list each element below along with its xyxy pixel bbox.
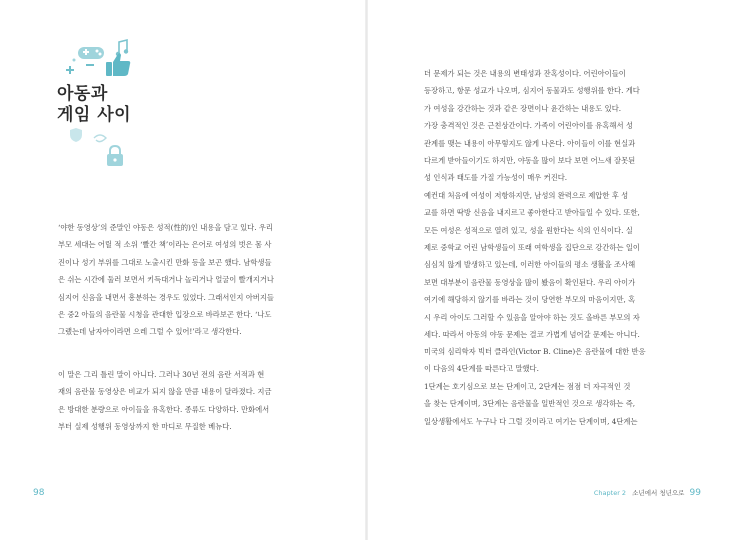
text-line: 예컨대 처음에 여성이 저항하지만, 남성의 완력으로 제압한 후 성 — [424, 190, 629, 200]
left-page — [0, 0, 366, 540]
right-page — [367, 0, 733, 540]
gamepad-icon — [78, 47, 104, 59]
text-line: 모든 여성은 성적으로 열려 있고, 성을 원한다는 식의 인식이다. 실 — [424, 225, 633, 235]
text-line: 시 우리 아이도 그러할 수 있음을 알아야 하는 것도 올바른 부모의 자 — [424, 312, 640, 322]
running-head-chapter: Chapter 2 — [593, 489, 627, 497]
running-head-title: 소년에서 청년으로 — [632, 489, 685, 497]
text-line: 가장 충격적인 것은 근친상간이다. 가족이 어린아이를 유혹해서 성 — [424, 121, 633, 131]
text-line: 다르게 받아들이기도 하지만, 야동을 많이 보다 보면 어느새 잘못된 — [424, 156, 636, 166]
text-line: 관계를 맺는 내용이 아무렇지도 않게 나온다. 아이들이 이를 현실과 — [424, 138, 636, 148]
music-note-icon — [116, 40, 128, 56]
body-paragraph — [58, 366, 310, 436]
padlock-icon — [107, 146, 123, 166]
chapter-title — [57, 84, 177, 126]
text-line: 심지어 신음을 내면서 흥분하는 경우도 있었다. 그래서인지 아버지들 — [58, 292, 274, 302]
text-line: 제로 중학교 어린 남학생들이 또래 여학생을 집단으로 강간하는 일이 — [424, 243, 640, 253]
text-line: 은 방대한 분량으로 아이들을 유혹한다. 종류도 다양하다. 만화에서 — [58, 404, 270, 414]
minus-icon — [86, 64, 94, 66]
text-line: 가 여성을 강간하는 것과 같은 장면이나 윤간하는 내용도 있다. — [424, 103, 622, 113]
text-line: 등장하고, 항문 성교가 나오며, 심지어 동물과도 성행위를 한다. 게다 — [424, 86, 640, 96]
text-line: 을 찾는 단계이며, 3단계는 음란물을 일반적인 것으로 생각하는 즉, — [424, 399, 636, 409]
chapter-title-line: 게임 사이 — [57, 105, 132, 125]
text-line: 부모 세대는 어릴 적 소위 ‘빨간 책’이라는 은어로 여성의 벗은 몸 사 — [58, 240, 272, 250]
text-line: 성 인식과 태도를 가질 가능성이 매우 커진다. — [424, 173, 568, 183]
thumbs-up-icon — [106, 53, 130, 76]
text-line: 진이나 성기 부위를 그대로 노출시킨 만화 등을 보곤 했다. 남학생들 — [58, 257, 272, 267]
sparkle-icon — [73, 59, 76, 62]
shield-icon — [70, 128, 82, 142]
text-line: 미국의 심리학자 빅터 클라인(Victor B. Cline)은 음란물에 대한 반응 — [424, 347, 646, 356]
text-line: 은 쉬는 시간에 둘러 보면서 키득대거나 놀리거나 얼굴이 빨개지거나 — [58, 275, 274, 285]
text-line: 부터 실제 성행위 동영상까지 한 마디로 무질한 베뉴다. — [58, 422, 232, 432]
text-line: ‘야한 동영상’의 준말인 야동은 성적(性的)인 내용을 담고 있다. 우리 — [58, 223, 273, 232]
swirl-icon — [94, 135, 106, 142]
text-line: 더 문제가 되는 것은 내용의 변태성과 잔혹성이다. 어린아이들이 — [424, 69, 626, 78]
text-line: 은 중2 아들의 음란물 시청을 관대한 입장으로 바라보곤 한다. ‘나도 — [58, 310, 272, 320]
running-head — [594, 488, 701, 498]
text-line: 일상생활에서도 누구나 다 그럴 것이라고 여기는 단계이며, 4단계는 — [424, 416, 638, 426]
plus-icon — [66, 66, 74, 74]
text-line: 여기에 해당하지 않기를 바라는 것이 당연한 부모의 마음이지만, 혹 — [424, 295, 636, 305]
text-line: 그랬는데 남자아이라면 으레 그럴 수 있어!’라고 생각한다. — [58, 327, 242, 337]
text-line: 1단계는 호기심으로 보는 단계이고, 2단계는 점점 더 자극적인 것 — [424, 381, 631, 391]
page-number-right: 99 — [689, 488, 701, 498]
text-line: 재의 음란물 동영상은 비교가 되지 않을 만큼 내용이 달라졌다. 지금 — [58, 387, 272, 397]
text-line: 이 다음의 4단계를 따른다고 말했다. — [424, 364, 539, 374]
chapter-title-line: 아동과 — [57, 84, 108, 104]
text-line: 세다. 따라서 아동의 야동 문제는 결코 가볍게 넘어갈 문제는 아니다. — [424, 330, 640, 340]
body-paragraph — [424, 343, 680, 430]
body-paragraph — [58, 219, 310, 341]
text-line: 보면 대부분이 음란물 동영상을 많이 봤음이 확인된다. 우리 아이가 — [424, 277, 636, 287]
text-line: 이 말은 그리 틀린 말이 아니다. 그러나 30년 전의 음란 서적과 현 — [58, 370, 265, 379]
text-line: 심심치 않게 발생하고 있는데, 이러한 아이들의 평소 생활을 조사해 — [424, 260, 636, 270]
page-number-left: 98 — [33, 488, 45, 498]
text-line: 교를 하면 딱방 신음을 내지르고 좋아한다고 받아들일 수 있다. 또한, — [424, 208, 640, 218]
body-paragraph — [424, 65, 680, 344]
